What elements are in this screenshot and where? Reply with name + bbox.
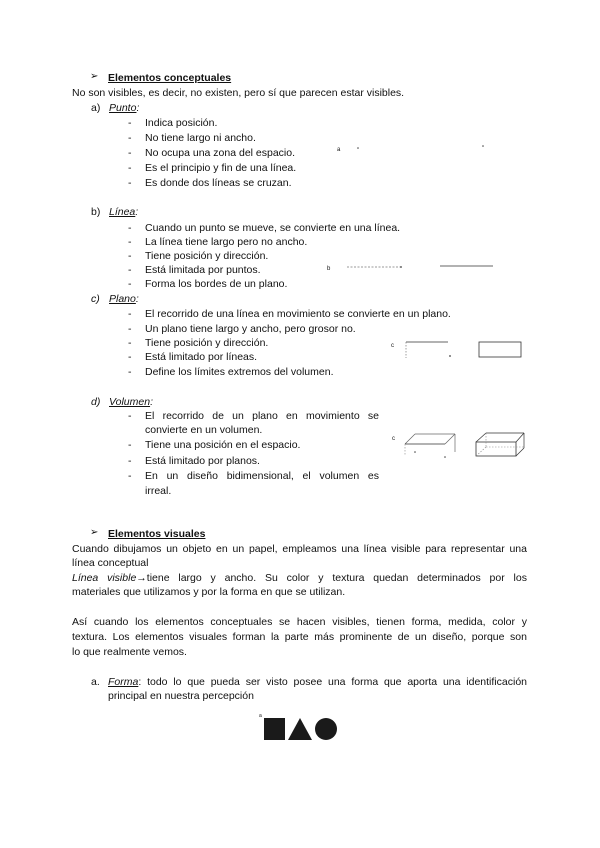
figure-label: b [327, 266, 331, 272]
list-item: No ocupa una zona del espacio. [145, 147, 296, 159]
subsection-label: Línea [109, 206, 136, 218]
section-heading-visual: Elementos visuales [108, 528, 206, 540]
list-item: Es donde dos líneas se cruzan. [145, 177, 292, 189]
list-item: Cuando un punto se mueve, se convierte en una línea. [145, 222, 401, 234]
list-item: El recorrido de un plano en movimiento se [145, 410, 379, 422]
list-item: No tiene largo ni ancho. [145, 132, 256, 144]
section-heading-conceptual: Elementos conceptuales [108, 72, 232, 84]
dash: - [128, 351, 132, 363]
dash: - [128, 337, 132, 349]
dash: - [128, 177, 132, 189]
dash: - [128, 147, 132, 159]
square-shape [264, 718, 285, 740]
list-item: Tiene posición y dirección. [145, 250, 269, 262]
label-colon: : [136, 102, 140, 114]
dash: - [128, 162, 132, 174]
list-item: Indica posición. [145, 117, 218, 129]
subsection-punto [109, 101, 139, 115]
list-item: Tiene posición y dirección. [145, 337, 269, 349]
subsection-linea [109, 205, 138, 219]
subsection-label: Volumen [109, 396, 151, 408]
figure-label: a [259, 713, 262, 719]
plano-figure [404, 340, 524, 362]
conceptual-intro: No son visibles, es decir, no existen, pero sí que parecen estar visibles. [72, 87, 405, 99]
list-marker: d) [91, 396, 101, 408]
paragraph-line: materiales que utilizamos y por la forma en que se utilizan. [72, 586, 346, 598]
list-item: En un diseño bidimensional, el volumen es [145, 470, 379, 482]
volumen-figure [403, 430, 528, 462]
list-item: Define los límites extremos del volumen. [145, 366, 334, 378]
subsection-plano [109, 292, 139, 306]
paragraph-line: Así cuando los elementos conceptuales se hacen visibles, tienen forma, medida, color y [72, 616, 527, 628]
dash: - [128, 250, 132, 262]
subsection-label: Forma [108, 676, 139, 688]
label-colon: : [135, 293, 139, 305]
subsection-label: Punto [109, 102, 137, 114]
dash: - [128, 308, 132, 320]
linea-figure [345, 264, 495, 270]
list-item-continuation: convierte en un volumen. [145, 424, 263, 436]
forma-line: principal en nuestra percepción [108, 690, 254, 702]
dash: - [128, 264, 132, 276]
list-marker: c) [91, 293, 100, 305]
dash: - [128, 455, 132, 467]
list-item: Está limitado por planos. [145, 455, 260, 467]
dash: - [128, 132, 132, 144]
list-item: Está limitada por puntos. [145, 264, 261, 276]
label-colon: : [150, 396, 153, 408]
figure-label: c [391, 343, 394, 349]
dash: - [128, 222, 132, 234]
paragraph-line: textura. Los elementos visuales forman la parte más prominente de un diseño, porque son [72, 631, 527, 643]
dash: - [128, 366, 132, 378]
list-item: La línea tiene largo pero no ancho. [145, 236, 308, 248]
list-marker: a) [91, 102, 101, 114]
heading-marker: ➢ [90, 71, 99, 82]
forma-shapes [262, 716, 342, 742]
triangle-shape [288, 718, 312, 740]
arrow-glyph: → [136, 572, 147, 584]
dash: - [128, 323, 132, 335]
list-item: Tiene una posición en el espacio. [145, 439, 301, 451]
list-marker: b) [91, 206, 101, 218]
paragraph-line: lo que realmente vemos. [72, 646, 187, 658]
circle-shape [315, 718, 337, 740]
list-item: Está limitado por líneas. [145, 351, 258, 363]
heading-marker: ➢ [90, 527, 99, 538]
dash: - [128, 439, 132, 451]
dash: - [128, 117, 132, 129]
list-item-continuation: irreal. [145, 485, 172, 497]
list-item: El recorrido de una línea en movimiento se convierte en un plano. [145, 308, 451, 320]
punto-figure [355, 145, 485, 151]
list-marker: a. [91, 676, 100, 688]
paragraph-text: : todo lo que pueda ser visto posee una forma que aporta una identificación [138, 676, 527, 688]
paragraph-line [72, 571, 527, 585]
paragraph-line: línea conceptual [72, 557, 149, 569]
figure-label: a [337, 147, 341, 153]
subsection-label: Plano [109, 293, 136, 305]
paragraph-text: tiene largo y ancho. Su color y textura quedan determinados por los [146, 572, 527, 584]
dash: - [128, 410, 132, 422]
term-linea-visible: Línea visible [72, 572, 137, 584]
forma-line [108, 675, 527, 689]
dash: - [128, 278, 132, 290]
list-item: Forma los bordes de un plano. [145, 278, 288, 290]
list-item: Es el principio y fin de una línea. [145, 162, 297, 174]
dash: - [128, 470, 132, 482]
subsection-volumen [109, 395, 153, 409]
label-colon: : [135, 206, 139, 218]
figure-label: c [392, 436, 395, 442]
dash: - [128, 236, 132, 248]
list-item: Un plano tiene largo y ancho, pero grosor no. [145, 323, 356, 335]
paragraph-line: Cuando dibujamos un objeto en un papel, empleamos una línea visible para representar una [72, 543, 527, 555]
